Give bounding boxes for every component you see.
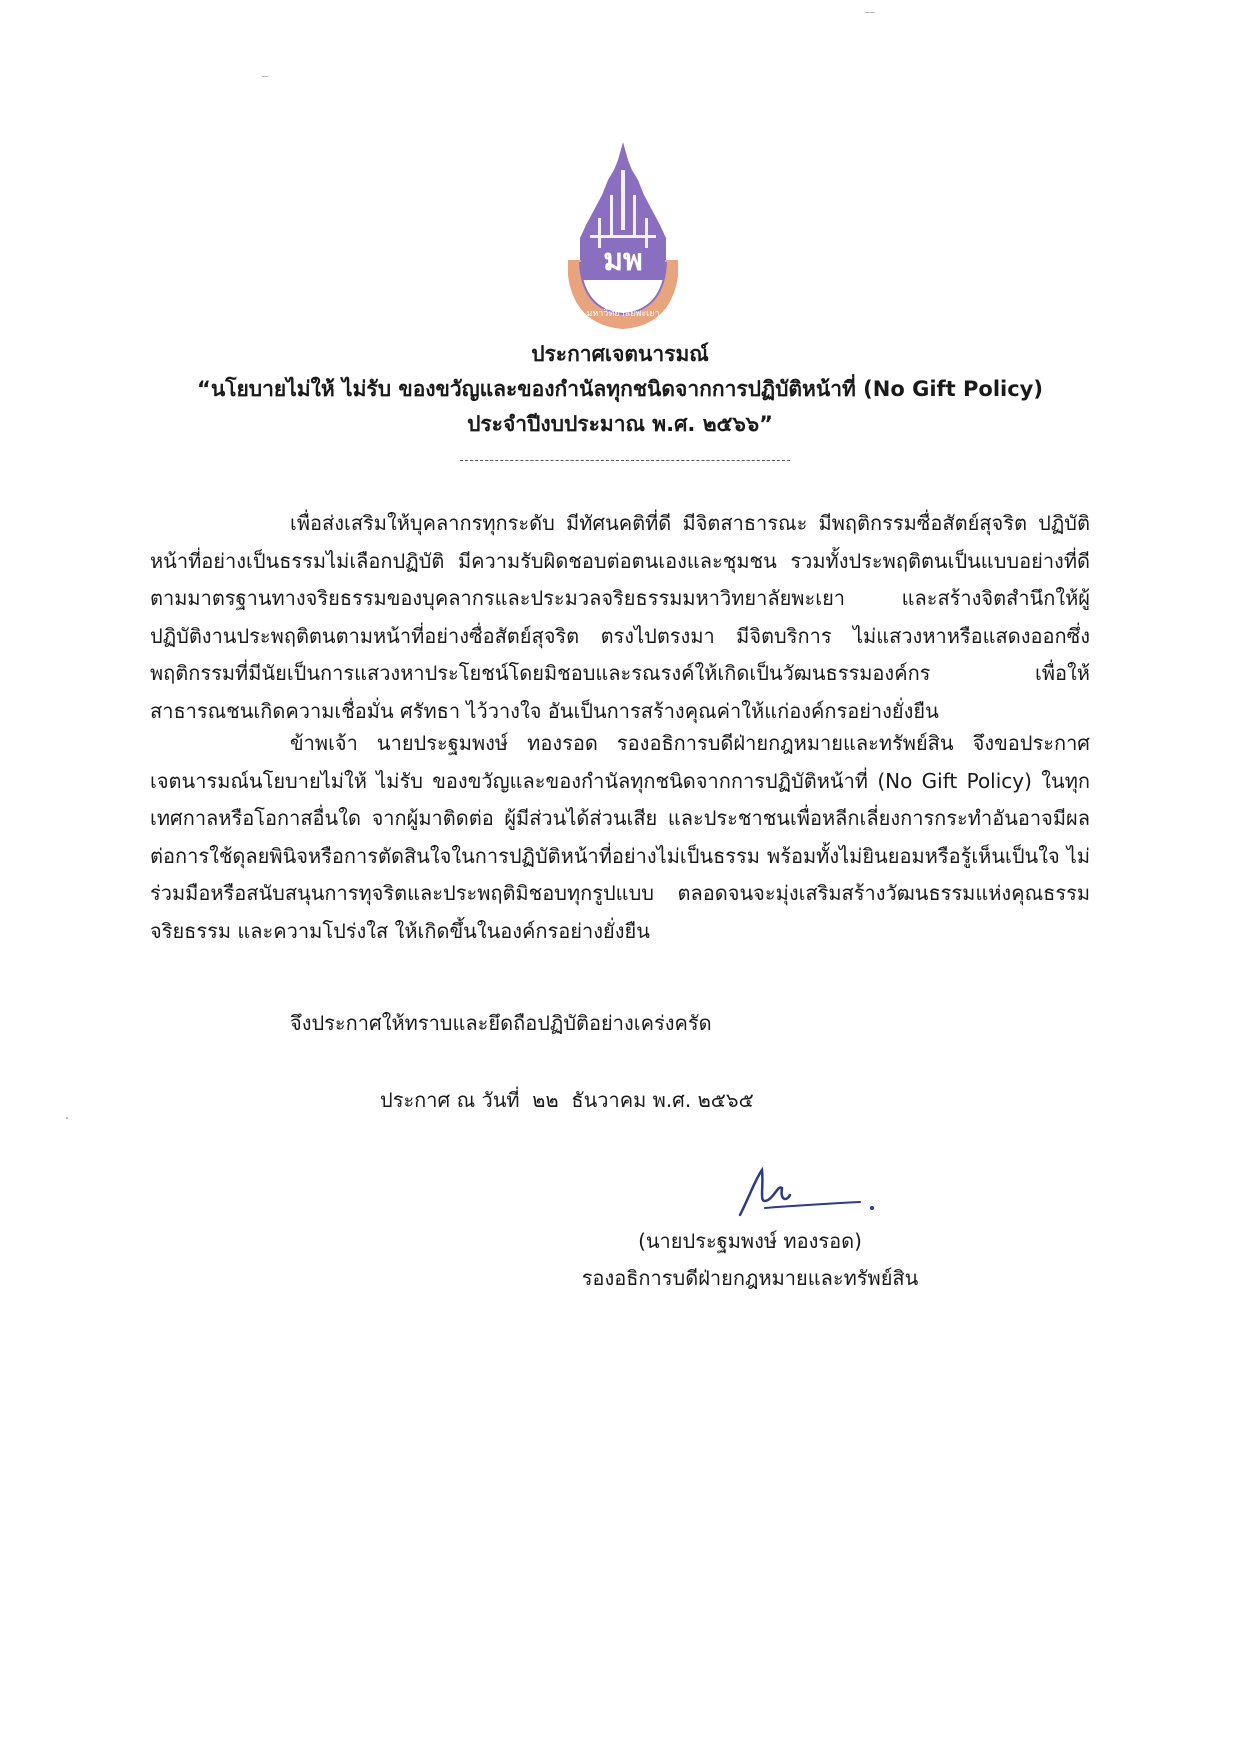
paragraph-closing: จึงประกาศให้ทราบและยึดถือปฏิบัติอย่างเคร่งครัด xyxy=(290,1011,712,1035)
logo-ring-text: มหาวิทยาลัยพะเยา xyxy=(586,309,660,319)
paragraph-purpose: เพื่อส่งเสริมให้บุคลากรทุกระดับ มีทัศนคติที่ดี มีจิตสาธารณะ มีพฤติกรรมซื่อสัตย์สุจริต ปฏิบัติหน้าที่อย่างเป็นธรรมไม่เลือกปฏิบัติ มีความรับผิดชอบต่อตนเองและชุมชน รวมทั้งประพฤติตนเป็นแบบอย่างที่ดีตามมาตรฐานทางจริยธรรมของบุคลากรและประมวลจริยธรรมมหาวิทยาลัยพะเยา และสร้างจิตสำนึกให้ผู้ปฏิบัติงานประพฤติตนตามหน้าที่อย่างซื่อสัตย์สุจริต ตรงไปตรงมา มีจิตบริการ ไม่แสวงหาหรือแสดงออกซึ่งพฤติกรรมที่มีนัยเป็นการแสวงหาประโยชน์โดยมิชอบและรณรงค์ให้เกิดเป็นวัฒนธรรมองค์กร เพื่อให้สาธารณชนเกิดความเชื่อมั่น ศรัทธา ไว้วางใจ อันเป็นการสร้างคุณค่าให้แก่องค์กรอย่างยั่งยืน xyxy=(150,511,1090,723)
handwritten-signature-icon xyxy=(720,1160,880,1230)
signatory-name: (นายประฐมพงษ์ ทองรอด) xyxy=(638,1229,862,1253)
signatory-position: รองอธิการบดีฝ่ายกฎหมายและทรัพย์สิน xyxy=(581,1266,919,1290)
policy-title: “นโยบายไม่ให้ ไม่รับ ของขวัญและของกำนัลทุกชนิดจากการปฏิบัติหน้าที่ (No Gift Policy) xyxy=(197,377,1043,401)
announcement-date: ประกาศ ณ วันที่ ๒๒ ธันวาคม พ.ศ. ๒๕๖๕ xyxy=(380,1088,754,1112)
announcement-title: ประกาศเจตนารมณ์ xyxy=(531,342,709,366)
fiscal-year-title: ประจำปีงบประมาณ พ.ศ. ๒๕๖๖” xyxy=(467,412,773,436)
scan-speck xyxy=(262,76,268,77)
scan-speck xyxy=(66,1117,68,1119)
title-divider xyxy=(460,460,790,461)
logo-monogram: มพ xyxy=(603,243,643,278)
paragraph-declaration: ข้าพเจ้า นายประฐมพงษ์ ทองรอด รองอธิการบดีฝ่ายกฎหมายและทรัพย์สิน จึงขอประกาศเจตนารมณ์นโยบายไม่ให้ ไม่รับ ของขวัญและของกำนัลทุกชนิดจากการปฏิบัติหน้าที่ (No Gift Policy) ในทุกเทศกาลหรือโอกาสอื่นใด จากผู้มาติดต่อ ผู้มีส่วนได้ส่วนเสีย และประชาชนเพื่อหลีกเลี่ยงการกระทำอันอาจมีผลต่อการใช้ดุลยพินิจหรือการตัดสินใจในการปฏิบัติหน้าที่อย่างไม่เป็นธรรม พร้อมทั้งไม่ยินยอมหรือรู้เห็นเป็นใจ ไม่ร่วมมือหรือสนับสนุนการทุจริตและประพฤติมิชอบทุกรูปแบบ ตลอดจนจะมุ่งเสริมสร้างวัฒนธรรมแห่งคุณธรรม จริยธรรม และความโปร่งใส ให้เกิดขึ้นในองค์กรอย่างยั่งยืน xyxy=(150,731,1090,943)
university-crest-icon xyxy=(568,140,678,330)
scan-speck xyxy=(865,12,875,13)
